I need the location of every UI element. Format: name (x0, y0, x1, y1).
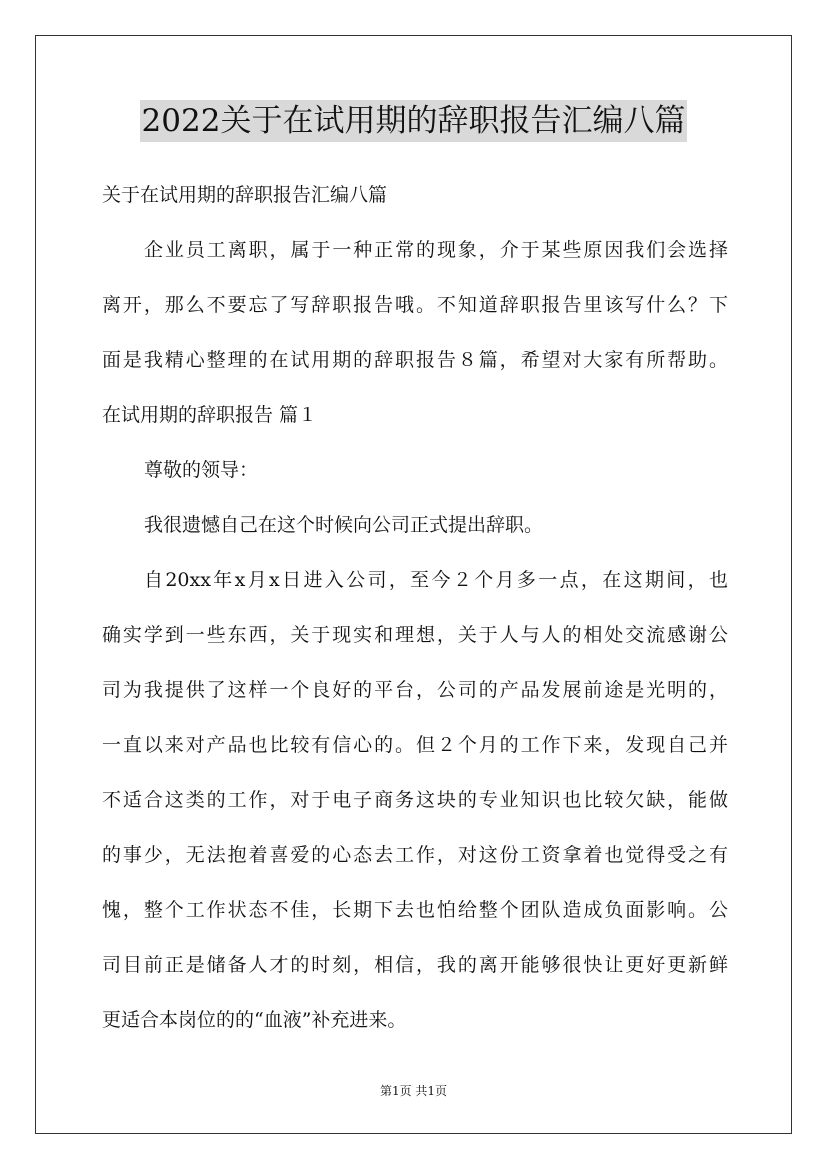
paragraph-line: 离开，那么不要忘了写辞职报告哦。不知道辞职报告里该写什么？下 (102, 294, 728, 316)
paragraph-line: 司目前正是储备人才的时刻，相信，我的离开能够很快让更好更新鲜 (102, 954, 728, 976)
document-title: 2022关于在试用期的辞职报告汇编八篇 (140, 100, 688, 142)
paragraph-line: 我很遗憾自己在这个时候向公司正式提出辞职。 (144, 514, 544, 536)
paragraph-line: 愧，整个工作状态不佳，长期下去也怕给整个团队造成负面影响。公 (102, 899, 728, 921)
paragraph-line: 面是我精心整理的在试用期的辞职报告８篇，希望对大家有所帮助。 (102, 349, 728, 371)
paragraph-line: 司为我提供了这样一个良好的平台，公司的产品发展前途是光明的， (102, 679, 728, 701)
document-body (102, 176, 728, 1056)
salutation-line: 尊敬的领导： (144, 459, 259, 481)
paragraph-line: 企业员工离职，属于一种正常的现象，介于某些原因我们会选择 (144, 239, 728, 261)
page-footer: 第1页 共1页 (379, 1084, 448, 1098)
section-heading: 在试用期的辞职报告 篇１ (102, 404, 318, 426)
paragraph-line: 确实学到一些东西，关于现实和理想，关于人与人的相处交流感谢公 (102, 624, 728, 646)
paragraph-line: 自20xx年x月x日进入公司，至今２个月多一点，在这期间，也 (144, 569, 728, 591)
paragraph-line: 更适合本岗位的的“血液”补充进来。 (102, 1009, 407, 1031)
title-container (0, 100, 827, 142)
paragraph-line: 的事少，无法抱着喜爱的心态去工作，对这份工资拿着也觉得受之有 (102, 844, 728, 866)
paragraph-line: 不适合这类的工作，对于电子商务这块的专业知识也比较欠缺，能做 (102, 789, 728, 811)
subtitle-line: 关于在试用期的辞职报告汇编八篇 (102, 184, 388, 206)
paragraph-line: 一直以来对产品也比较有信心的。但２个月的工作下来，发现自己并 (102, 734, 728, 756)
